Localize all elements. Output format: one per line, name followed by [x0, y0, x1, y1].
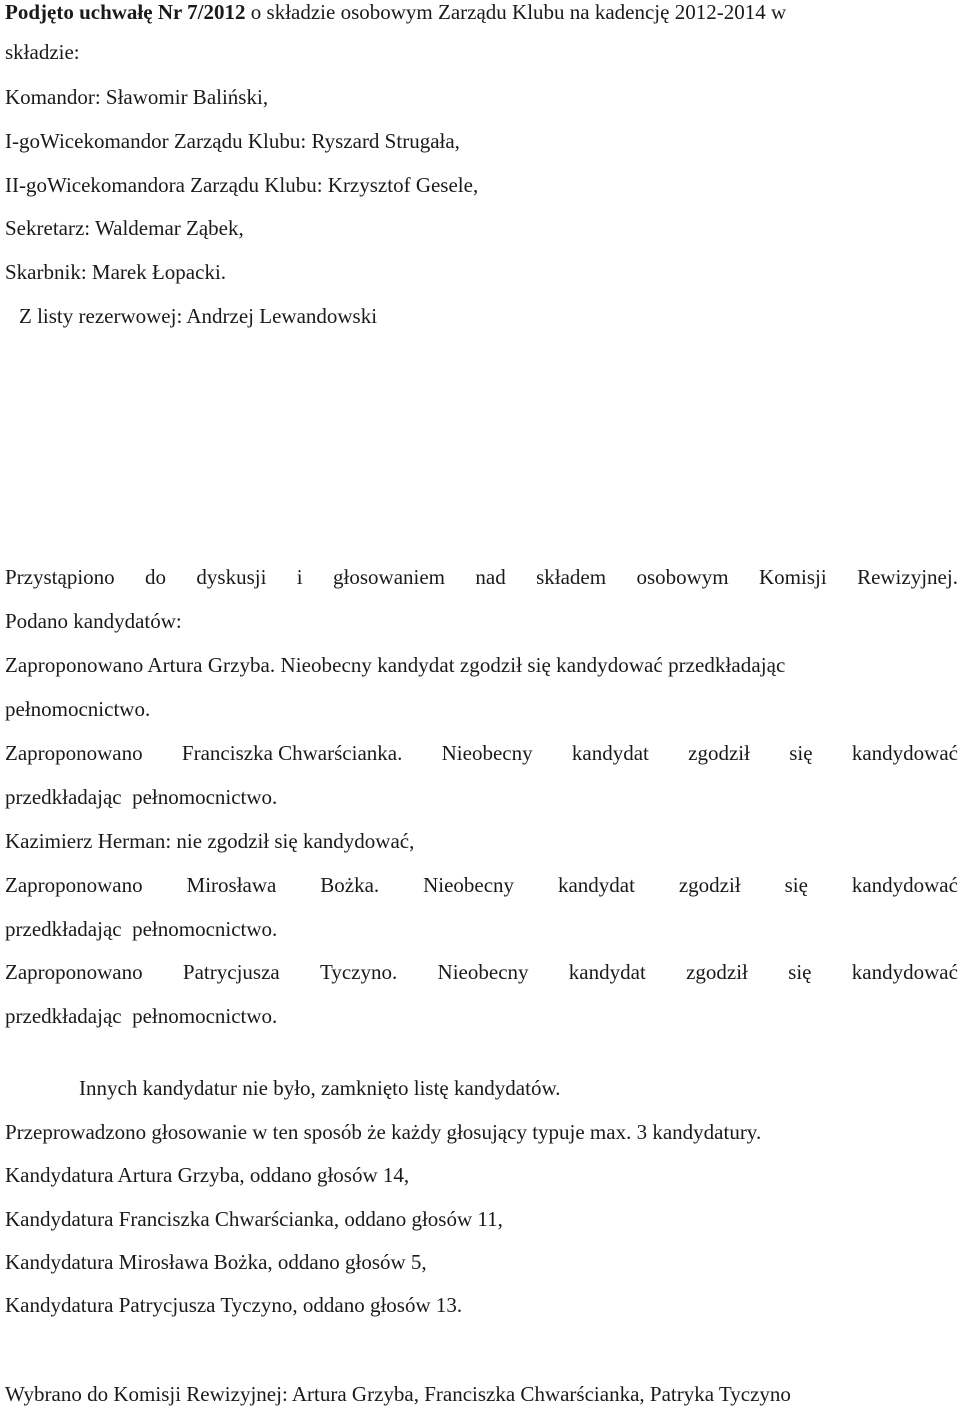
word: Franciszka Chwarścianka.: [181, 741, 403, 765]
discussion-intro: [5, 563, 958, 591]
resolution-heading-cont: składzie:: [5, 40, 80, 64]
word: się: [789, 741, 813, 765]
word: kandydat: [557, 873, 635, 897]
word: do: [145, 565, 167, 589]
word: kandydować: [851, 741, 958, 765]
candidate-2-line-1: [5, 739, 958, 767]
word: kandydować: [851, 873, 958, 897]
word: kandydat: [568, 960, 646, 984]
word: Tyczyno.: [320, 960, 398, 984]
candidate-4-line-1: [5, 871, 958, 899]
voting-method: Przeprowadzono głosowanie w ten sposób że każdy głosujący typuje max. 3 kandydatury.: [5, 1120, 762, 1144]
list-closed-note: Innych kandydatur nie było, zamknięto listę kandydatów.: [79, 1076, 561, 1100]
word: kandydat: [571, 741, 649, 765]
word: Zaproponowano: [5, 741, 143, 765]
word: zgodził: [678, 873, 741, 897]
word: Bożka.: [320, 873, 380, 897]
word: głosowaniem: [333, 565, 445, 589]
member-commodore: Komandor: Sławomir Baliński,: [5, 85, 269, 109]
resolution-subject: o składzie osobowym Zarządu Klubu na kadencję 2012-2014 w: [245, 0, 787, 24]
result-tyczyno: Kandydatura Patrycjusza Tyczyno, oddano głosów 13.: [5, 1293, 463, 1317]
candidate-5-line-1: [5, 958, 958, 986]
member-treasurer: Skarbnik: Marek Łopacki.: [5, 260, 227, 284]
candidate-1-line-2: pełnomocnictwo.: [5, 697, 151, 721]
word: Komisji: [759, 565, 827, 589]
word: zgodził: [686, 960, 748, 984]
resolution-number: Podjęto uchwałę Nr 7/2012: [5, 0, 246, 24]
word: się: [788, 960, 812, 984]
candidate-2-line-2: przedkładając pełnomocnictwo.: [5, 785, 278, 809]
candidate-5-line-2: przedkładając pełnomocnictwo.: [5, 1004, 278, 1028]
result-bozek: Kandydatura Mirosława Bożka, oddano głosów 5,: [5, 1250, 427, 1274]
member-vice-commodore-2: II-goWicekomandora Zarządu Klubu: Krzysztof Gesele,: [5, 173, 479, 197]
resolution-heading: [5, 0, 786, 26]
word: Przystąpiono: [5, 565, 115, 589]
word: i: [296, 565, 303, 589]
member-secretary: Sekretarz: Waldemar Ząbek,: [5, 216, 244, 240]
word: nad: [475, 565, 506, 589]
word: osobowym: [636, 565, 729, 589]
word: Zaproponowano: [5, 960, 143, 984]
word: Rewizyjnej.: [857, 565, 958, 589]
candidate-1-line-1: Zaproponowano Artura Grzyba. Nieobecny kandydat zgodził się kandydować przedkładając: [5, 653, 786, 677]
word: Zaproponowano: [5, 873, 143, 897]
candidate-3: Kazimierz Herman: nie zgodził się kandydować,: [5, 829, 415, 853]
word: zgodził: [688, 741, 750, 765]
candidates-label: Podano kandydatów:: [5, 609, 182, 633]
word: Nieobecny: [441, 741, 533, 765]
result-chwarscianek: Kandydatura Franciszka Chwarścianka, oddano głosów 11,: [5, 1207, 503, 1231]
word: Mirosława: [186, 873, 277, 897]
member-vice-commodore-1: I-goWicekomandor Zarządu Klubu: Ryszard Strugała,: [5, 129, 460, 153]
word: się: [784, 873, 808, 897]
candidate-4-line-2: przedkładając pełnomocnictwo.: [5, 917, 278, 941]
reserve-list: Z listy rezerwowej: Andrzej Lewandowski: [19, 304, 378, 328]
word: kandydować: [851, 960, 958, 984]
word: Nieobecny: [423, 873, 515, 897]
result-grzyb: Kandydatura Artura Grzyba, oddano głosów 14,: [5, 1163, 410, 1187]
word: Patrycjusza: [182, 960, 280, 984]
elected-committee: Wybrano do Komisji Rewizyjnej: Artura Grzyba, Franciszka Chwarścianka, Patryka Tyczyno: [5, 1382, 791, 1406]
word: Nieobecny: [437, 960, 529, 984]
word: składem: [536, 565, 607, 589]
word: dyskusji: [196, 565, 267, 589]
